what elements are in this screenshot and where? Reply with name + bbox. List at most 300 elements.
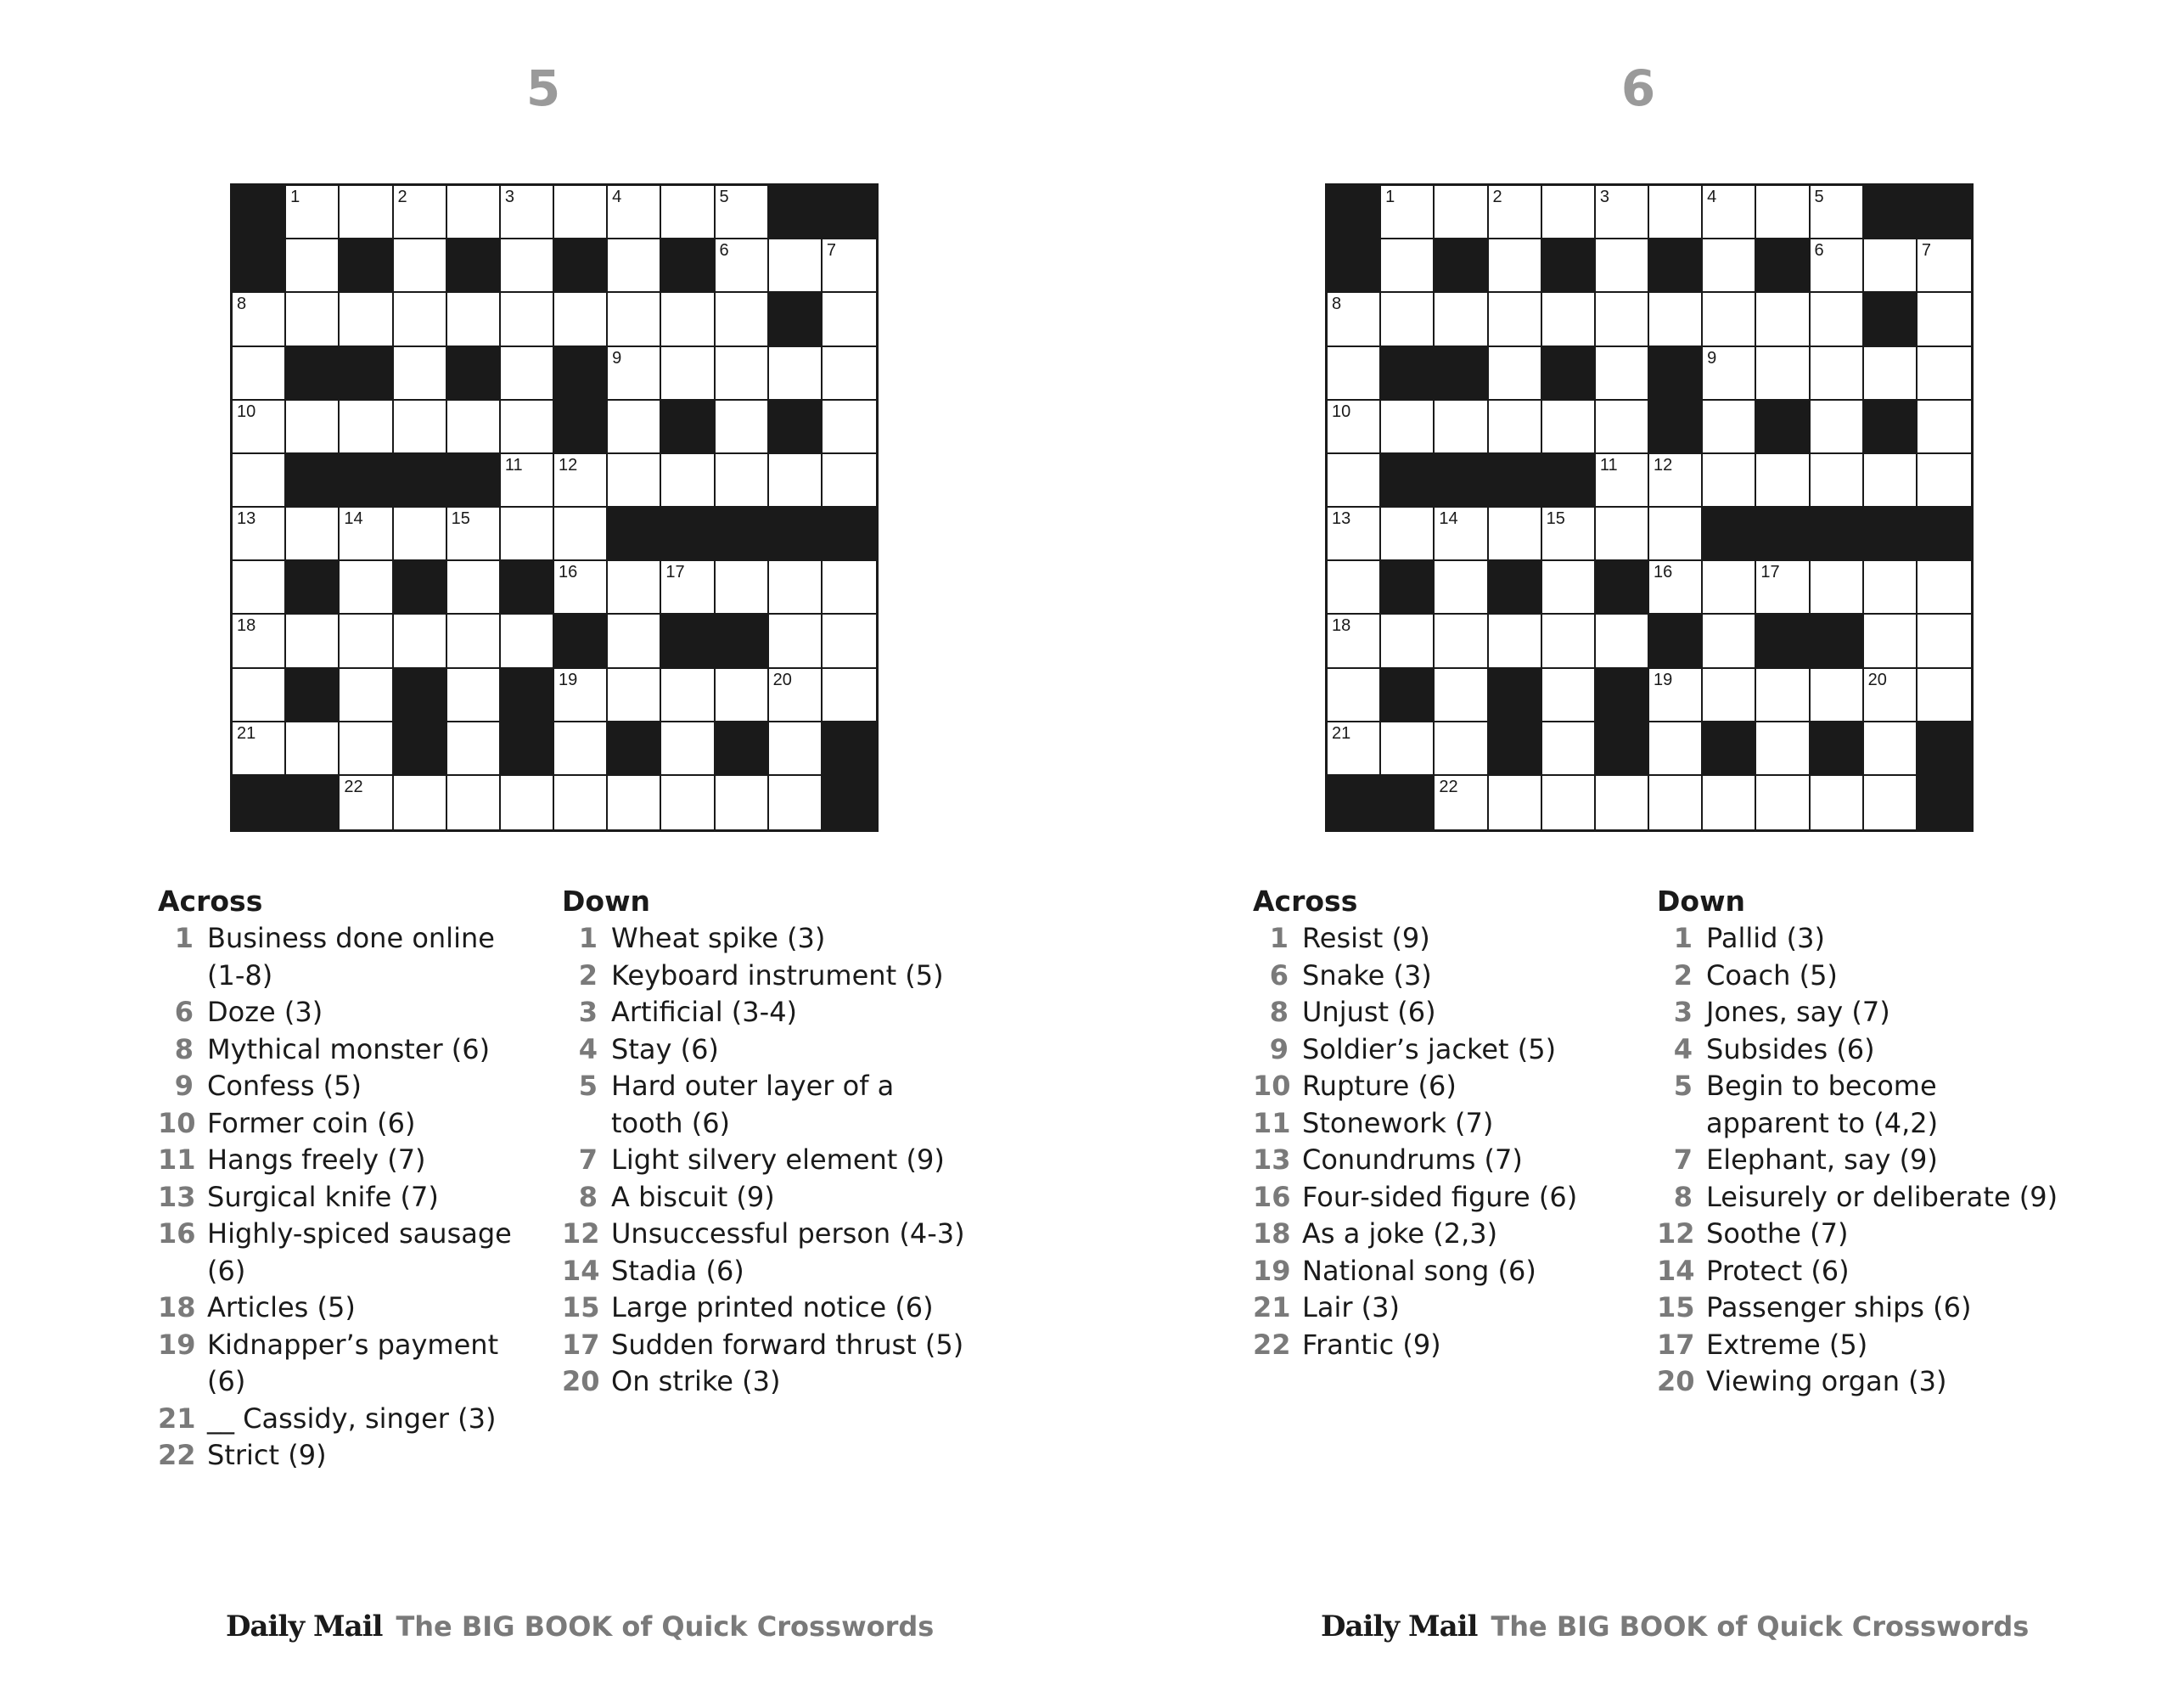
clue-number: 6 — [1269, 958, 1289, 992]
grid-cell[interactable] — [233, 722, 286, 776]
grid-cell[interactable] — [1542, 508, 1596, 561]
grid-cell[interactable] — [1864, 561, 1918, 615]
clue-text: Surgical knife (7) — [207, 1180, 439, 1213]
grid-cell[interactable] — [1328, 508, 1381, 561]
grid-cell[interactable] — [501, 454, 554, 508]
grid-cell[interactable] — [501, 508, 554, 561]
across-clue — [1253, 920, 1635, 958]
grid-cell[interactable] — [286, 401, 340, 454]
grid-black-square — [769, 186, 823, 239]
grid-cell[interactable] — [1542, 186, 1596, 239]
clue-text: Unjust (6) — [1302, 996, 1436, 1028]
grid-cell[interactable] — [554, 508, 608, 561]
grid-cell[interactable] — [233, 615, 286, 668]
grid-black-square — [286, 561, 340, 615]
grid-cell[interactable] — [1918, 347, 1971, 401]
grid-cell[interactable] — [1328, 722, 1381, 776]
grid-cell[interactable] — [501, 293, 554, 346]
grid-black-square — [1703, 508, 1756, 561]
clue-text: As a joke (2,3) — [1302, 1217, 1498, 1250]
grid-cell[interactable] — [769, 722, 823, 776]
grid-cell[interactable] — [1811, 186, 1864, 239]
clue-number: 1 — [1269, 922, 1289, 954]
grid-cell[interactable] — [1811, 401, 1864, 454]
grid-cell[interactable] — [1649, 776, 1703, 829]
grid-cell[interactable] — [340, 722, 393, 776]
grid-cell[interactable] — [233, 669, 286, 722]
grid-cell[interactable] — [1435, 722, 1488, 776]
clue-number: 21 — [158, 1402, 196, 1435]
grid-cell[interactable] — [1649, 454, 1703, 508]
down-clue — [562, 994, 969, 1031]
grid-cell[interactable] — [447, 186, 501, 239]
down-heading: Down — [1657, 885, 1746, 918]
grid-cell[interactable] — [1649, 508, 1703, 561]
clue-number: 16 — [1654, 563, 1673, 582]
grid-cell[interactable] — [447, 722, 501, 776]
grid-cell[interactable] — [447, 401, 501, 454]
clue-number: 11 — [1253, 1106, 1291, 1139]
grid-cell[interactable] — [554, 561, 608, 615]
clue-number: 20 — [562, 1365, 600, 1397]
grid-cell[interactable] — [769, 669, 823, 722]
grid-cell[interactable] — [394, 615, 447, 668]
grid-cell[interactable] — [554, 669, 608, 722]
clue-text: Doze (3) — [207, 996, 323, 1028]
grid-cell[interactable] — [1811, 454, 1864, 508]
grid-cell[interactable] — [501, 401, 554, 454]
grid-cell[interactable] — [1328, 615, 1381, 668]
grid-cell[interactable] — [1703, 669, 1756, 722]
grid-cell[interactable] — [233, 293, 286, 346]
grid-cell[interactable] — [1381, 722, 1435, 776]
grid-cell[interactable] — [1864, 239, 1918, 293]
grid-cell[interactable] — [769, 561, 823, 615]
grid-cell[interactable] — [554, 722, 608, 776]
clue-number: 11 — [158, 1143, 196, 1176]
grid-cell[interactable] — [394, 293, 447, 346]
grid-cell[interactable] — [661, 561, 715, 615]
grid-black-square — [1489, 722, 1542, 776]
grid-black-square — [1756, 615, 1810, 668]
grid-cell[interactable] — [1864, 615, 1918, 668]
clue-text: Protect (6) — [1706, 1254, 1850, 1287]
grid-black-square — [661, 401, 715, 454]
grid-cell[interactable] — [1596, 508, 1649, 561]
grid-cell[interactable] — [1756, 186, 1810, 239]
grid-black-square — [1918, 722, 1971, 776]
clue-text: Subsides (6) — [1706, 1032, 1875, 1065]
clue-number: 13 — [1253, 1143, 1291, 1176]
grid-cell[interactable] — [394, 239, 447, 293]
clue-number: 10 — [1332, 402, 1351, 421]
grid-black-square — [823, 186, 876, 239]
grid-cell[interactable] — [233, 508, 286, 561]
grid-cell[interactable] — [554, 186, 608, 239]
grid-cell[interactable] — [1864, 347, 1918, 401]
grid-cell[interactable] — [1596, 186, 1649, 239]
grid-black-square — [1811, 722, 1864, 776]
grid-cell[interactable] — [340, 293, 393, 346]
grid-cell[interactable] — [1328, 669, 1381, 722]
grid-cell[interactable] — [1596, 615, 1649, 668]
clue-number: 6 — [174, 996, 194, 1028]
clue-number: 6 — [1814, 241, 1824, 261]
clue-text: Hangs freely (7) — [207, 1143, 426, 1176]
grid-cell[interactable] — [1811, 347, 1864, 401]
grid-black-square — [447, 239, 501, 293]
grid-cell[interactable] — [769, 615, 823, 668]
clue-number: 16 — [559, 563, 578, 582]
grid-cell[interactable] — [1596, 776, 1649, 829]
grid-black-square — [1864, 508, 1918, 561]
grid-cell[interactable] — [340, 186, 393, 239]
grid-cell[interactable] — [1918, 615, 1971, 668]
grid-cell[interactable] — [1756, 776, 1810, 829]
grid-cell[interactable] — [447, 508, 501, 561]
grid-cell[interactable] — [286, 186, 340, 239]
grid-cell[interactable] — [769, 239, 823, 293]
grid-cell[interactable] — [661, 669, 715, 722]
across-clue — [1253, 1253, 1635, 1290]
grid-cell[interactable] — [769, 776, 823, 829]
grid-cell[interactable] — [447, 669, 501, 722]
grid-cell[interactable] — [1435, 186, 1488, 239]
grid-cell[interactable] — [1596, 293, 1649, 346]
grid-black-square — [1381, 776, 1435, 829]
grid-cell[interactable] — [1596, 454, 1649, 508]
grid-cell[interactable] — [661, 776, 715, 829]
down-clue — [1657, 1179, 2064, 1216]
grid-cell[interactable] — [286, 508, 340, 561]
grid-cell[interactable] — [608, 615, 661, 668]
grid-cell[interactable] — [716, 186, 769, 239]
down-clue — [1657, 1289, 2064, 1327]
grid-cell[interactable] — [1918, 454, 1971, 508]
grid-cell[interactable] — [1489, 508, 1542, 561]
clue-number: 4 — [1707, 188, 1717, 206]
grid-cell[interactable] — [1328, 401, 1381, 454]
grid-cell[interactable] — [1918, 401, 1971, 454]
down-clue — [1657, 1068, 2064, 1142]
grid-cell[interactable] — [1596, 347, 1649, 401]
clue-number: 18 — [1332, 616, 1351, 636]
grid-cell[interactable] — [1918, 239, 1971, 293]
grid-cell[interactable] — [1435, 561, 1488, 615]
grid-cell[interactable] — [286, 293, 340, 346]
grid-cell[interactable] — [1435, 669, 1488, 722]
grid-cell[interactable] — [1489, 293, 1542, 346]
grid-cell[interactable] — [1649, 561, 1703, 615]
grid-cell[interactable] — [1489, 239, 1542, 293]
grid-cell[interactable] — [1864, 722, 1918, 776]
down-clue — [1657, 1253, 2064, 1290]
clue-number: 5 — [1673, 1070, 1693, 1102]
grid-cell[interactable] — [1811, 293, 1864, 346]
grid-cell[interactable] — [716, 561, 769, 615]
grid-cell[interactable] — [1381, 615, 1435, 668]
grid-cell[interactable] — [1703, 293, 1756, 346]
grid-cell[interactable] — [1435, 293, 1488, 346]
grid-cell[interactable] — [340, 508, 393, 561]
grid-cell[interactable] — [554, 454, 608, 508]
clue-number: 9 — [1269, 1032, 1289, 1065]
grid-cell[interactable] — [1811, 239, 1864, 293]
clue-number: 13 — [237, 509, 256, 528]
across-clue — [158, 1179, 540, 1216]
clue-number: 19 — [559, 670, 578, 689]
grid-cell[interactable] — [823, 293, 876, 346]
grid-cell[interactable] — [1328, 347, 1381, 401]
clue-number: 8 — [1269, 996, 1289, 1028]
grid-cell[interactable] — [340, 561, 393, 615]
grid-cell[interactable] — [716, 293, 769, 346]
grid-cell[interactable] — [1328, 561, 1381, 615]
grid-black-square — [554, 347, 608, 401]
grid-cell[interactable] — [1864, 454, 1918, 508]
grid-cell[interactable] — [1542, 293, 1596, 346]
book-title: The BIG BOOK of Quick Crosswords — [1491, 1610, 2030, 1643]
grid-cell[interactable] — [340, 401, 393, 454]
grid-cell[interactable] — [823, 615, 876, 668]
grid-cell[interactable] — [716, 454, 769, 508]
crossword-grid — [1325, 183, 1974, 832]
grid-cell[interactable] — [661, 293, 715, 346]
clue-text: Unsuccessful person (4-3) — [611, 1217, 965, 1250]
grid-cell[interactable] — [1918, 561, 1971, 615]
grid-cell[interactable] — [823, 561, 876, 615]
grid-cell[interactable] — [394, 776, 447, 829]
grid-cell[interactable] — [823, 401, 876, 454]
clue-text: Artificial (3-4) — [611, 996, 798, 1028]
grid-black-square — [233, 776, 286, 829]
grid-black-square — [554, 239, 608, 293]
clue-text: Passenger ships (6) — [1706, 1291, 1972, 1323]
grid-cell[interactable] — [1381, 293, 1435, 346]
grid-cell[interactable] — [608, 239, 661, 293]
grid-cell[interactable] — [554, 293, 608, 346]
clue-text: Articles (5) — [207, 1291, 356, 1323]
clue-number: 22 — [1439, 777, 1458, 796]
grid-black-square — [769, 293, 823, 346]
clue-number: 7 — [578, 1143, 598, 1176]
grid-cell[interactable] — [340, 669, 393, 722]
grid-black-square — [340, 454, 393, 508]
grid-cell[interactable] — [1542, 561, 1596, 615]
grid-cell[interactable] — [661, 454, 715, 508]
grid-cell[interactable] — [1703, 347, 1756, 401]
grid-cell[interactable] — [661, 722, 715, 776]
grid-cell[interactable] — [769, 347, 823, 401]
grid-cell[interactable] — [1435, 615, 1488, 668]
grid-cell[interactable] — [1542, 669, 1596, 722]
grid-cell[interactable] — [1489, 186, 1542, 239]
grid-cell[interactable] — [823, 669, 876, 722]
clue-text: __ Cassidy, singer (3) — [207, 1402, 497, 1435]
grid-cell[interactable] — [1328, 293, 1381, 346]
across-clue — [1253, 1327, 1635, 1364]
puzzle-page-5 — [0, 0, 1086, 1708]
grid-cell[interactable] — [286, 722, 340, 776]
grid-black-square — [1435, 347, 1488, 401]
grid-cell[interactable] — [1703, 186, 1756, 239]
grid-cell[interactable] — [1542, 776, 1596, 829]
grid-cell[interactable] — [233, 454, 286, 508]
grid-cell[interactable] — [394, 186, 447, 239]
grid-cell[interactable] — [1381, 186, 1435, 239]
grid-cell[interactable] — [447, 293, 501, 346]
grid-cell[interactable] — [661, 186, 715, 239]
grid-cell[interactable] — [1811, 669, 1864, 722]
grid-cell[interactable] — [1703, 561, 1756, 615]
grid-cell[interactable] — [1864, 776, 1918, 829]
grid-cell[interactable] — [233, 401, 286, 454]
grid-black-square — [1649, 615, 1703, 668]
grid-cell[interactable] — [233, 347, 286, 401]
grid-cell[interactable] — [1435, 776, 1488, 829]
grid-cell[interactable] — [1703, 454, 1756, 508]
clue-text: Leisurely or deliberate (9) — [1706, 1180, 2058, 1213]
grid-cell[interactable] — [1703, 239, 1756, 293]
grid-cell[interactable] — [340, 776, 393, 829]
grid-cell[interactable] — [1381, 239, 1435, 293]
grid-cell[interactable] — [608, 776, 661, 829]
grid-cell[interactable] — [1703, 615, 1756, 668]
clue-number: 20 — [1867, 670, 1887, 689]
grid-cell[interactable] — [716, 401, 769, 454]
clue-number: 9 — [174, 1070, 194, 1102]
grid-cell[interactable] — [1489, 615, 1542, 668]
grid-cell[interactable] — [716, 239, 769, 293]
grid-cell[interactable] — [501, 239, 554, 293]
grid-cell[interactable] — [823, 347, 876, 401]
grid-cell[interactable] — [823, 454, 876, 508]
grid-cell[interactable] — [1756, 669, 1810, 722]
grid-cell[interactable] — [286, 239, 340, 293]
down-clue — [562, 1363, 969, 1401]
down-clue — [562, 1216, 969, 1253]
grid-black-square — [661, 615, 715, 668]
grid-cell[interactable] — [1435, 508, 1488, 561]
across-clue — [158, 1068, 540, 1105]
grid-cell[interactable] — [1756, 293, 1810, 346]
grid-black-square — [1381, 347, 1435, 401]
clue-text: Soldier’s jacket (5) — [1302, 1032, 1557, 1065]
grid-cell[interactable] — [1649, 293, 1703, 346]
grid-cell[interactable] — [554, 776, 608, 829]
clue-number: 1 — [290, 188, 300, 206]
grid-black-square — [1381, 669, 1435, 722]
grid-cell[interactable] — [1328, 454, 1381, 508]
grid-cell[interactable] — [1756, 722, 1810, 776]
grid-cell[interactable] — [447, 561, 501, 615]
grid-cell[interactable] — [823, 239, 876, 293]
clue-number: 13 — [158, 1180, 196, 1213]
grid-cell[interactable] — [1489, 347, 1542, 401]
down-clue — [562, 1068, 969, 1142]
grid-cell[interactable] — [1649, 722, 1703, 776]
grid-cell[interactable] — [1811, 776, 1864, 829]
clue-text: Hard outer layer of a tooth (6) — [611, 1070, 895, 1139]
grid-cell[interactable] — [1756, 347, 1810, 401]
down-clue — [562, 1253, 969, 1290]
grid-cell[interactable] — [1756, 561, 1810, 615]
grid-cell[interactable] — [608, 561, 661, 615]
grid-cell[interactable] — [608, 186, 661, 239]
grid-cell[interactable] — [1918, 669, 1971, 722]
grid-cell[interactable] — [608, 669, 661, 722]
grid-cell[interactable] — [501, 776, 554, 829]
grid-cell[interactable] — [608, 454, 661, 508]
clue-text: Strict (9) — [207, 1439, 327, 1471]
grid-cell[interactable] — [661, 347, 715, 401]
grid-cell[interactable] — [447, 615, 501, 668]
grid-cell[interactable] — [286, 615, 340, 668]
grid-cell[interactable] — [1381, 401, 1435, 454]
grid-cell[interactable] — [1435, 401, 1488, 454]
page-footer — [226, 1610, 934, 1643]
grid-cell[interactable] — [1489, 776, 1542, 829]
grid-black-square — [716, 508, 769, 561]
grid-black-square — [1918, 186, 1971, 239]
grid-cell[interactable] — [1918, 293, 1971, 346]
across-clue — [158, 1031, 540, 1069]
puzzle-page-6 — [1095, 0, 2173, 1708]
grid-cell[interactable] — [394, 347, 447, 401]
grid-cell[interactable] — [1381, 508, 1435, 561]
grid-cell[interactable] — [1811, 561, 1864, 615]
grid-cell[interactable] — [501, 615, 554, 668]
grid-cell[interactable] — [340, 615, 393, 668]
clue-number: 4 — [578, 1032, 598, 1065]
grid-cell[interactable] — [716, 669, 769, 722]
grid-cell[interactable] — [233, 561, 286, 615]
clue-number: 17 — [562, 1328, 600, 1361]
clue-number: 2 — [1673, 958, 1693, 992]
grid-cell[interactable] — [1864, 669, 1918, 722]
grid-cell[interactable] — [1596, 401, 1649, 454]
clue-number: 3 — [1673, 996, 1693, 1028]
clue-number: 15 — [1546, 509, 1565, 528]
grid-cell[interactable] — [716, 776, 769, 829]
grid-cell[interactable] — [501, 186, 554, 239]
grid-black-square — [554, 615, 608, 668]
grid-cell[interactable] — [1542, 615, 1596, 668]
grid-cell[interactable] — [501, 347, 554, 401]
clue-number: 7 — [826, 241, 836, 261]
grid-cell[interactable] — [1649, 186, 1703, 239]
down-clue — [1657, 1216, 2064, 1253]
grid-cell[interactable] — [1756, 454, 1810, 508]
grid-black-square — [716, 722, 769, 776]
grid-cell[interactable] — [1489, 401, 1542, 454]
grid-cell[interactable] — [608, 347, 661, 401]
grid-cell[interactable] — [1596, 239, 1649, 293]
grid-cell[interactable] — [608, 401, 661, 454]
grid-cell[interactable] — [769, 454, 823, 508]
grid-cell[interactable] — [1542, 401, 1596, 454]
grid-cell[interactable] — [1649, 669, 1703, 722]
grid-cell[interactable] — [394, 508, 447, 561]
grid-cell[interactable] — [1703, 401, 1756, 454]
grid-cell[interactable] — [1542, 722, 1596, 776]
clue-text: Frantic (9) — [1302, 1328, 1441, 1361]
grid-cell[interactable] — [447, 776, 501, 829]
grid-cell[interactable] — [1703, 776, 1756, 829]
grid-cell[interactable] — [716, 347, 769, 401]
grid-cell[interactable] — [608, 293, 661, 346]
grid-cell[interactable] — [394, 401, 447, 454]
